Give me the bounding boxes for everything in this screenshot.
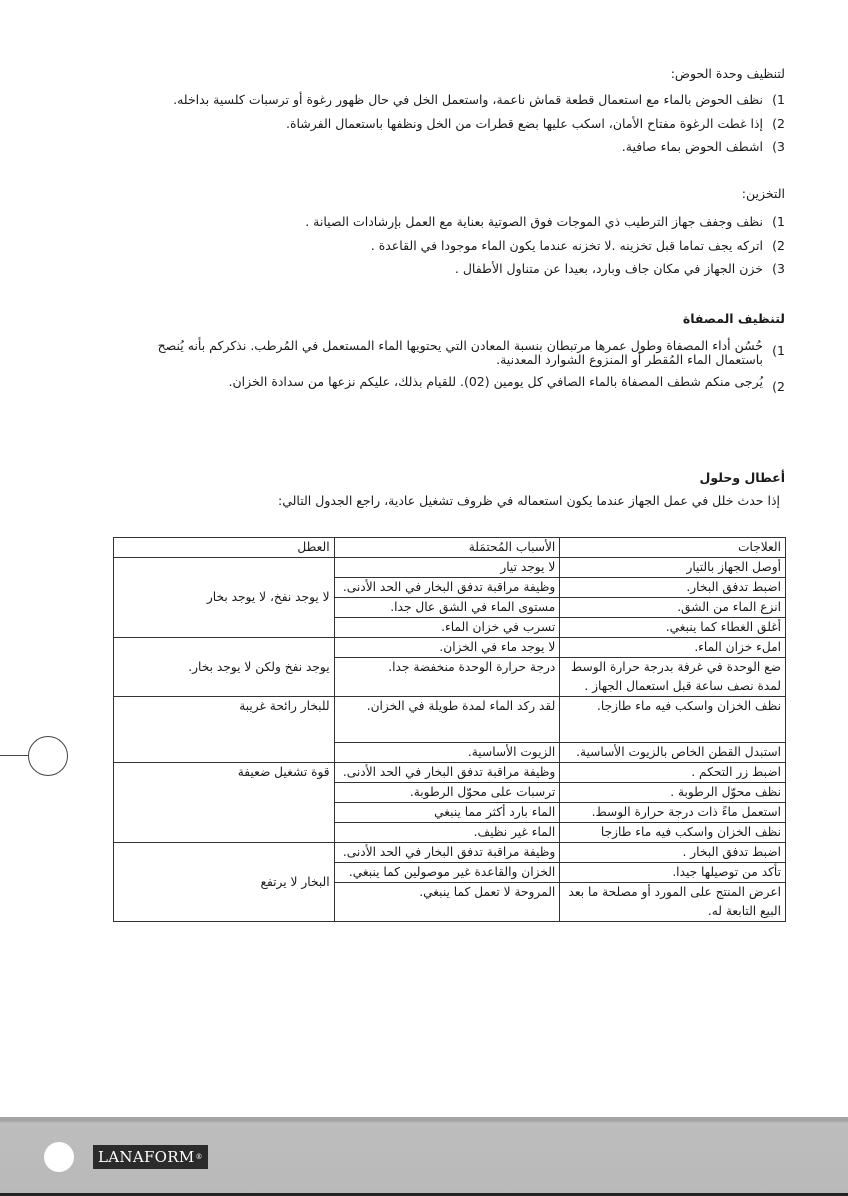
cause-cell: المروحة لا تعمل كما ينبغي. [334, 883, 560, 922]
cause-cell: مستوى الماء في الشق عال جدا. [334, 598, 560, 618]
list-item: 1) نظف الحوض بالماء مع استعمال قطعة قماش ناعمة، واستعمل الخل في حال ظهور رغوة أو ترسبات كلسية بداخله. [173, 92, 785, 107]
table-row [114, 558, 786, 578]
cause-cell: تسرب في خزان الماء. [334, 618, 560, 638]
column-header-remedy: العلاجات [560, 538, 786, 558]
list-item: 2) يُرجى منكم شطف المصفاة بالماء الصافي كل يومين (02). للقيام بذلك، عليكم نزعها من سدادة الخزان. [228, 374, 785, 394]
remedy-cell: تأكد من توصيلها جيدا. [560, 863, 786, 883]
cause-cell: لا يوجد ماء في الخزان. [334, 638, 560, 658]
remedy-cell: نظف محوّل الرطوبة . [560, 783, 786, 803]
storage-heading: التخزين: [741, 186, 785, 201]
list-item: 3) خزن الجهاز في مكان جاف وبارد، بعيدا عن متناول الأطفال . [454, 261, 785, 276]
remedy-cell: استبدل القطن الخاص بالزيوت الأساسية. [560, 743, 786, 763]
fault-cell: للبخار رائحة غريبة [114, 697, 335, 763]
brand-name: LANAFORM [98, 1148, 195, 1166]
cause-cell: وظيفة مراقبة تدفق البخار في الحد الأدنى. [334, 578, 560, 598]
registered-mark: ® [195, 1153, 203, 1161]
list-item: 2) اتركه يجف تماما قبل تخزينه .لا تخزنه عندما يكون الماء موجودا في القاعدة . [370, 237, 785, 253]
cause-cell: وظيفة مراقبة تدفق البخار في الحد الأدنى. [334, 843, 560, 863]
list-item: 2) إذا غطت الرغوة مفتاح الأمان، اسكب عليها بضع قطرات من الخل ونظفها باستعمال الفرشاة. [285, 115, 785, 131]
storage-list [305, 210, 785, 281]
list-item: 1) حُسُن أداء المصفاة وطول عمرها مرتبطان بنسبة المعادن التي يحتويها الماء المستعمل في المُرطب. نذكركم بأنه يُنصح باستعمال الماء المُقطر أو المنزوع الشوارد المعدنية. [157, 338, 785, 367]
cause-cell: الماء غير نظيف. [334, 823, 560, 843]
table-header-row [114, 538, 786, 558]
brand-logo [93, 1145, 208, 1169]
cause-cell: لقد ركد الماء لمدة طويلة في الخزان. [334, 697, 560, 743]
side-tab-circle [28, 736, 68, 776]
cause-cell: الماء بارد أكثر مما ينبغي [334, 803, 560, 823]
table-row [114, 763, 786, 783]
remedy-cell: اضبط زر التحكم . [560, 763, 786, 783]
remedy-cell: نظف الخزان واسكب فيه ماء طازجا. [560, 697, 786, 743]
list-item: 1) نظف وجفف جهاز الترطيب ذي الموجات فوق الصوتية بعناية مع العمل بإرشادات الصيانة . [305, 214, 785, 229]
cause-cell: الزيوت الأساسية. [334, 743, 560, 763]
column-header-cause: الأسباب المُحتمَلة [334, 538, 560, 558]
filter-heading: لتنظيف المصفاة [682, 311, 785, 326]
remedy-cell: أوصل الجهاز بالتيار [560, 558, 786, 578]
page-number-circle [44, 1142, 74, 1172]
remedy-cell: اضبط تدفق البخار. [560, 578, 786, 598]
cause-cell: درجة حرارة الوحدة منخفضة جدا. [334, 658, 560, 697]
remedy-cell: نظف الخزان واسكب فيه ماء طازجا [560, 823, 786, 843]
cause-cell: الخزان والقاعدة غير موصولين كما ينبغي. [334, 863, 560, 883]
cause-cell: ترسبات على محوّل الرطوبة. [334, 783, 560, 803]
troubleshooting-heading: أعطال وحلول [699, 470, 785, 485]
remedy-cell: استعمل ماءً ذات درجة حرارة الوسط. [560, 803, 786, 823]
remedy-cell: اعرض المنتج على المورد أو مصلحة ما بعد البيع التابعة له. [560, 883, 786, 922]
fault-cell: لا يوجد نفخ، لا يوجد بخار [114, 558, 335, 638]
remedy-cell: املء خزان الماء. [560, 638, 786, 658]
column-header-fault: العطل [114, 538, 335, 558]
troubleshooting-intro: إذا حدث خلل في عمل الجهاز عندما يكون استعماله في ظروف تشغيل عادية، راجع الجدول التالي: [277, 493, 780, 508]
troubleshooting-table [113, 537, 786, 922]
remedy-cell: ضع الوحدة في غرفة بدرجة حرارة الوسط لمدة نصف ساعة قبل استعمال الجهاز . [560, 658, 786, 697]
remedy-cell: اضبط تدفق البخار . [560, 843, 786, 863]
filter-list [133, 339, 785, 397]
cause-cell: لا يوجد تيار [334, 558, 560, 578]
cleaning-unit-heading: لتنظيف وحدة الحوض: [670, 66, 785, 81]
fault-cell: يوجد نفخ ولكن لا يوجد بخار. [114, 638, 335, 697]
cleaning-unit-list [173, 88, 785, 159]
fault-cell: البخار لا يرتفع [114, 843, 335, 922]
remedy-cell: انزع الماء من الشق. [560, 598, 786, 618]
fault-cell: قوة تشغيل ضعيفة [114, 763, 335, 843]
cause-cell: وظيفة مراقبة تدفق البخار في الحد الأدنى. [334, 763, 560, 783]
table-row [114, 843, 786, 863]
list-item: 3) اشطف الحوض بماء صافية. [621, 139, 785, 154]
remedy-cell: أغلق الغطاء كما ينبغي. [560, 618, 786, 638]
table-row [114, 638, 786, 658]
table-row [114, 697, 786, 743]
